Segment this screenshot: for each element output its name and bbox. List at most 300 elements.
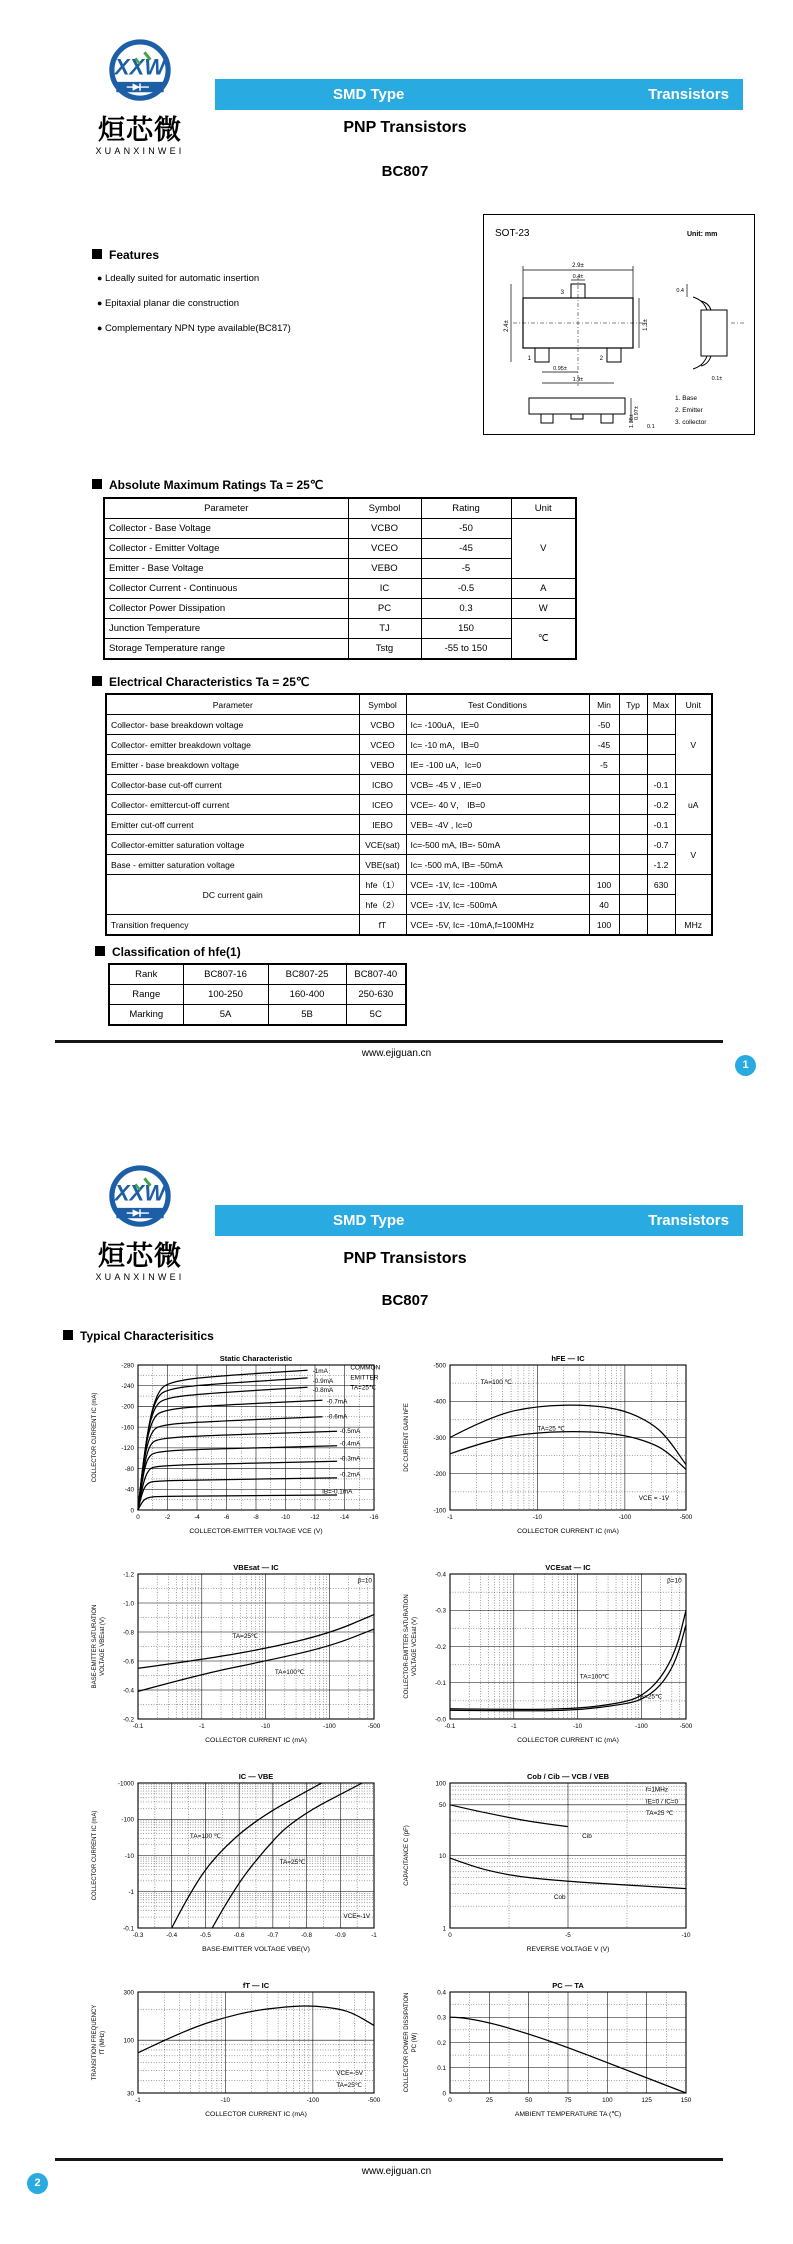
x-tick-label: -0.1 — [444, 1723, 456, 1730]
table-row — [104, 579, 576, 599]
y-tick-label: -0.8 — [123, 1629, 134, 1637]
chart-annotation: β=10 — [667, 1577, 682, 1585]
doc-subtitle: PNP Transistors — [343, 1250, 467, 1267]
table-row — [104, 539, 576, 559]
svg-text:2.4±: 2.4± — [504, 320, 510, 332]
table-row — [106, 795, 712, 815]
section-square-icon — [92, 249, 102, 259]
x-tick-label: -0.3 — [132, 1932, 144, 1939]
datasheet-page-2 — [0, 1122, 793, 2244]
table-cell: BC807-16 — [183, 964, 268, 985]
chart-annotation: TA=100 ℃ — [480, 1378, 512, 1386]
table-cell: Ic= -100uA，IE=0 — [406, 715, 589, 735]
chart-canvas — [88, 1352, 390, 1548]
svg-text:0.1: 0.1 — [647, 424, 655, 430]
features-list — [97, 266, 291, 341]
chart-canvas — [88, 1770, 390, 1966]
y-axis-label: DC CURRENT GAIN hFE — [404, 1403, 410, 1472]
package-drawing — [483, 214, 755, 440]
chart-hfe-ic — [400, 1352, 702, 1548]
y-axis-label: COLLECTOR POWER DISSIPATION — [404, 1992, 410, 2093]
table-cell: IC — [348, 579, 421, 599]
x-axis-label: COLLECTOR CURRENT IC (mA) — [517, 1737, 619, 1744]
chart-title: Cob / Cib — VCB / VEB — [526, 1772, 610, 1781]
y-tick-label: 0.4 — [437, 1989, 446, 1997]
table-cell: VBE(sat) — [359, 855, 406, 875]
table-cell: Range — [109, 985, 183, 1005]
x-tick-label: -10 — [681, 1932, 691, 1939]
table-cell: 5A — [183, 1005, 268, 1026]
chart-annotation: VCE=-5V — [336, 2069, 364, 2077]
header-banner — [215, 1205, 743, 1236]
table-cell — [619, 735, 647, 755]
series-label: TA=100℃ — [274, 1669, 305, 1677]
sot23-outline-icon — [483, 214, 755, 435]
svg-text:2: 2 — [599, 356, 603, 362]
table-header-row — [104, 498, 576, 519]
column-header: Unit — [511, 498, 576, 519]
elec-char-table — [105, 693, 713, 936]
table-cell: hfe（1） — [359, 875, 406, 895]
x-axis-label: AMBIENT TEMPERATURE TA (℃) — [514, 2111, 622, 2118]
svg-text:0.1±: 0.1± — [711, 376, 723, 382]
svg-text:SOT-23: SOT-23 — [495, 228, 530, 239]
x-tick-label: 25 — [485, 2097, 493, 2104]
table-cell — [619, 835, 647, 855]
x-tick-label: -0.4 — [166, 1932, 178, 1939]
table-cell: Collector - Base Voltage — [104, 519, 348, 539]
table-cell: -45 — [421, 539, 511, 559]
table-row — [106, 835, 712, 855]
abs-max-title: Absolute Maximum Ratings Ta = 25℃ — [92, 478, 323, 492]
svg-text:0.4: 0.4 — [676, 288, 684, 294]
series-label: -0.3mA — [339, 1455, 361, 1463]
y-tick-label: 100 — [435, 1780, 446, 1788]
x-tick-label: 0 — [448, 1932, 452, 1939]
table-cell: VEB= -4V , Ic=0 — [406, 815, 589, 835]
table-cell: Junction Temperature — [104, 619, 348, 639]
table-cell: A — [511, 579, 576, 599]
table-cell — [619, 775, 647, 795]
series-label: Cib — [582, 1833, 592, 1841]
y-tick-label: -160 — [121, 1424, 134, 1432]
table-header-row — [106, 694, 712, 715]
series-label: TA=100 ℃ — [189, 1833, 221, 1841]
x-tick-label: -100 — [323, 1723, 336, 1730]
footer-url: www.ejiguan.cn — [361, 2166, 432, 2177]
x-tick-label: -0.1 — [132, 1723, 144, 1730]
table-row — [106, 775, 712, 795]
x-tick-label: -12 — [310, 1514, 320, 1521]
y-axis-label: COLLECTOR-EMITTER SATURATION — [404, 1594, 410, 1699]
series-label: -0.8mA — [312, 1386, 334, 1394]
chart-annotation: EMITTER — [350, 1374, 379, 1382]
y-tick-label: -40 — [124, 1486, 134, 1494]
x-tick-label: -5 — [565, 1932, 571, 1939]
x-tick-label: 150 — [680, 2097, 692, 2104]
y-tick-label: 300 — [123, 1989, 134, 1997]
table-cell: 630 — [647, 875, 675, 895]
table-cell — [589, 815, 619, 835]
table-cell — [589, 795, 619, 815]
y-tick-label: -0.1 — [123, 1925, 134, 1933]
table-cell: Storage Temperature range — [104, 639, 348, 660]
chart-annotation: TA=25℃ — [336, 2081, 362, 2089]
y-axis-label: VOLTAGE VBEsat (V) — [100, 1617, 106, 1676]
x-tick-label: -100 — [635, 1723, 648, 1730]
x-axis-label: REVERSE VOLTAGE V (V) — [526, 1946, 610, 1953]
table-cell — [619, 815, 647, 835]
y-axis-label: COLLECTOR CURRENT IC (mA) — [92, 1810, 98, 1901]
table-cell: -5 — [589, 755, 619, 775]
table-row — [109, 985, 406, 1005]
table-cell: 160-400 — [268, 985, 346, 1005]
chart-canvas — [88, 1561, 390, 1757]
x-tick-label: -0.9 — [334, 1932, 346, 1939]
series-curve — [138, 1431, 337, 1510]
feature-item: ● Ldeally suited for automatic insertion — [97, 266, 291, 291]
footer-url: www.ejiguan.cn — [361, 1048, 432, 1059]
svg-text:1.38±: 1.38± — [629, 414, 635, 428]
table-cell: -0.1 — [647, 775, 675, 795]
y-axis-label: PC (W) — [412, 2032, 418, 2053]
table-cell: Collector- base breakdown voltage — [106, 715, 359, 735]
x-axis-label: COLLECTOR-EMITTER VOLTAGE VCE (V) — [189, 1528, 323, 1535]
chart-ic-vbe — [88, 1770, 390, 1966]
y-tick-label: 0.1 — [437, 2065, 446, 2073]
x-tick-label: 0 — [448, 2097, 452, 2104]
chart-static — [88, 1352, 390, 1548]
column-header: Symbol — [359, 694, 406, 715]
column-header: Test Conditions — [406, 694, 589, 715]
logo-mark-icon — [103, 36, 177, 110]
x-tick-label: -6 — [223, 1514, 230, 1521]
x-tick-label: -100 — [306, 2097, 320, 2104]
table-cell: Collector-emitter saturation voltage — [106, 835, 359, 855]
y-tick-label: -0.6 — [123, 1658, 134, 1666]
series-label: IB=-0.1mA — [322, 1488, 353, 1496]
x-tick-label: 100 — [602, 2097, 613, 2104]
y-axis-label: COLLECTOR CURRENT IC (mA) — [92, 1392, 98, 1483]
table-cell: BC807-40 — [346, 964, 406, 985]
table-cell — [619, 855, 647, 875]
table-row — [109, 964, 406, 985]
section-square-icon — [63, 1330, 73, 1340]
table-cell: -45 — [589, 735, 619, 755]
y-tick-label: -0.4 — [435, 1571, 446, 1579]
table-cell — [619, 915, 647, 936]
table-row — [106, 875, 712, 895]
series-curve — [138, 1495, 337, 1510]
table-cell: VCB= -45 V , IE=0 — [406, 775, 589, 795]
typical-characteristics-title: Typical Characterisitics — [63, 1329, 214, 1343]
chart-pc-ta — [400, 1979, 702, 2131]
part-number: BC807 — [381, 1292, 429, 1309]
table-cell — [619, 895, 647, 915]
x-tick-label: -1 — [198, 1723, 205, 1730]
plot-frame — [138, 1992, 374, 2093]
page-number-badge: 2 — [27, 2173, 48, 2194]
table-cell: 250-630 — [346, 985, 406, 1005]
y-tick-label: -300 — [433, 1434, 446, 1442]
table-cell: Collector Power Dissipation — [104, 599, 348, 619]
logo-mark-icon — [103, 1162, 177, 1236]
feature-item: ● Complementary NPN type available(BC817) — [97, 316, 291, 341]
table-cell: uA — [675, 775, 712, 835]
table-cell: Base - emitter saturation voltage — [106, 855, 359, 875]
table-cell: Collector Current - Continuous — [104, 579, 348, 599]
series-curve — [450, 1805, 568, 1827]
series-label: TA=100℃ — [579, 1673, 610, 1681]
x-tick-label: -1 — [510, 1723, 517, 1730]
y-tick-label: -0.3 — [435, 1607, 446, 1615]
footer-rule — [55, 2158, 723, 2161]
y-tick-label: -240 — [121, 1383, 134, 1391]
y-tick-label: 50 — [438, 1802, 446, 1810]
y-tick-label: 1 — [442, 1925, 446, 1933]
brand-name-cn: 烜芯微 — [98, 1241, 182, 1271]
chart-canvas — [400, 1979, 702, 2131]
series-label: Cob — [553, 1894, 566, 1901]
chart-canvas — [400, 1352, 702, 1548]
svg-text:1.9±: 1.9± — [572, 377, 584, 383]
x-tick-label: -500 — [679, 1514, 693, 1521]
table-cell: DC current gain — [106, 875, 359, 915]
table-cell — [647, 715, 675, 735]
y-tick-label: -280 — [121, 1362, 134, 1370]
series-curve — [138, 2006, 374, 2053]
table-row — [106, 735, 712, 755]
x-tick-label: 50 — [525, 2097, 533, 2104]
series-label: -1mA — [312, 1367, 328, 1375]
table-cell — [589, 835, 619, 855]
y-tick-label: -200 — [433, 1471, 446, 1479]
x-tick-label: -10 — [573, 1723, 583, 1730]
chart-ft-ic — [88, 1979, 390, 2131]
table-cell: ICBO — [359, 775, 406, 795]
table-cell: IE= -100 uA，Ic=0 — [406, 755, 589, 775]
y-tick-label: -1.2 — [123, 1571, 134, 1579]
chart-title: hFE — IC — [551, 1354, 585, 1363]
y-tick-label: -1.0 — [123, 1600, 134, 1608]
y-tick-label: 0.3 — [437, 2014, 446, 2022]
banner-left-label: SMD Type — [333, 86, 405, 103]
chart-annotation: TA=25 ℃ — [537, 1425, 565, 1433]
y-tick-label: -400 — [433, 1398, 446, 1406]
classification-title: Classification of hfe(1) — [95, 945, 241, 959]
series-label: -0.7mA — [326, 1398, 348, 1406]
series-label: -0.6mA — [326, 1413, 348, 1421]
banner-right-label: Transistors — [648, 1212, 729, 1229]
chart-annotation: TA=25 ℃ — [645, 1809, 674, 1817]
page-number-badge: 1 — [735, 1055, 756, 1076]
series-label: -0.9mA — [312, 1378, 334, 1386]
chart-title: PC — TA — [552, 1981, 584, 1990]
y-tick-label: -100 — [121, 1816, 134, 1824]
table-row — [106, 915, 712, 936]
table-cell: VEBO — [348, 559, 421, 579]
y-tick-label: 0 — [130, 1507, 134, 1515]
x-tick-label: -4 — [194, 1514, 200, 1521]
company-logo — [70, 36, 210, 156]
series-label: TA=25℃ — [279, 1859, 306, 1867]
brand-name-en: XUANXINWEI — [95, 146, 185, 156]
table-cell: V — [675, 715, 712, 775]
table-row — [104, 639, 576, 660]
table-cell: Transition frequency — [106, 915, 359, 936]
classification-table — [108, 963, 407, 1026]
table-cell — [619, 715, 647, 735]
table-cell: 100 — [589, 875, 619, 895]
column-header: Rating — [421, 498, 511, 519]
table-cell — [589, 775, 619, 795]
y-tick-label: -120 — [121, 1445, 134, 1453]
series-label: -0.4mA — [339, 1440, 361, 1448]
chart-title: Static Characteristic — [219, 1354, 293, 1363]
column-header: Max — [647, 694, 675, 715]
y-tick-label: -100 — [433, 1507, 446, 1515]
pin-legend-base: 1. Base — [675, 395, 698, 402]
pin-legend-collector: 3. collector — [675, 419, 707, 426]
table-cell — [589, 855, 619, 875]
table-cell: VCE= -1V, Ic= -100mA — [406, 875, 589, 895]
x-tick-label: -10 — [220, 2097, 230, 2104]
table-cell: PC — [348, 599, 421, 619]
chart-annotation: VCE = -1V — [638, 1494, 670, 1502]
table-cell: VCBO — [359, 715, 406, 735]
svg-text:Unit: mm: Unit: mm — [687, 231, 718, 238]
column-header: Symbol — [348, 498, 421, 519]
y-axis-label: BASE-EMITTER SATURATION — [92, 1604, 98, 1689]
chart-annotation: TA=25℃ — [350, 1384, 377, 1392]
x-tick-label: 0 — [136, 1514, 140, 1521]
column-header: Unit — [675, 694, 712, 715]
table-cell: 100 — [589, 915, 619, 936]
table-cell: fT — [359, 915, 406, 936]
chart-annotation: f=1MHz — [645, 1786, 669, 1794]
column-header: Min — [589, 694, 619, 715]
x-tick-label: -1 — [447, 1514, 453, 1521]
table-cell: -0.2 — [647, 795, 675, 815]
table-cell: -0.1 — [647, 815, 675, 835]
table-cell: Ic= -500 mA, IB= -50mA — [406, 855, 589, 875]
svg-text:XXW: XXW — [114, 1180, 166, 1206]
table-cell: VCE= -1V, Ic= -500mA — [406, 895, 589, 915]
chart-annotation: VCE=-1V — [343, 1912, 371, 1920]
table-cell: -1.2 — [647, 855, 675, 875]
table-cell: Collector- emitter breakdown voltage — [106, 735, 359, 755]
table-cell: Marking — [109, 1005, 183, 1026]
table-row — [106, 715, 712, 735]
table-cell: Emitter - Base Voltage — [104, 559, 348, 579]
y-tick-label: -500 — [433, 1362, 446, 1370]
table-cell — [647, 735, 675, 755]
y-tick-label: 10 — [438, 1852, 446, 1860]
chart-canvas — [400, 1770, 702, 1966]
svg-text:0.4±: 0.4± — [572, 274, 584, 280]
table-cell: VCEO — [359, 735, 406, 755]
table-cell: MHz — [675, 915, 712, 936]
x-tick-label: -0.8 — [301, 1932, 313, 1939]
x-tick-label: -14 — [339, 1514, 350, 1521]
table-cell — [675, 875, 712, 915]
svg-text:1: 1 — [527, 356, 531, 362]
chart-annotation: β=10 — [357, 1577, 373, 1585]
series-label: -0.5mA — [339, 1428, 361, 1436]
series-label: TA=25℃ — [636, 1693, 663, 1701]
x-tick-label: -500 — [367, 1723, 381, 1730]
table-row — [106, 755, 712, 775]
x-tick-label: -8 — [253, 1514, 259, 1521]
table-cell: -0.5 — [421, 579, 511, 599]
y-tick-label: -0.1 — [435, 1680, 446, 1688]
column-header: Parameter — [106, 694, 359, 715]
y-tick-label: -0.4 — [123, 1687, 134, 1695]
y-axis-label: CAPACITANCE C (pF) — [404, 1825, 410, 1886]
table-cell: VCE= -5V, Ic= -10mA,f=100MHz — [406, 915, 589, 936]
y-tick-label: -1000 — [117, 1780, 134, 1788]
table-cell: V — [511, 519, 576, 579]
table-row — [109, 1005, 406, 1026]
x-axis-label: COLLECTOR CURRENT IC (mA) — [205, 2111, 307, 2118]
table-cell: 150 — [421, 619, 511, 639]
table-cell: TJ — [348, 619, 421, 639]
table-cell: 5B — [268, 1005, 346, 1026]
features-title: Features — [92, 248, 159, 262]
table-cell — [619, 795, 647, 815]
table-cell: Tstg — [348, 639, 421, 660]
banner-left-label: SMD Type — [333, 1212, 405, 1229]
column-header: Parameter — [104, 498, 348, 519]
doc-subtitle: PNP Transistors — [343, 119, 467, 136]
x-tick-label: -16 — [369, 1514, 379, 1521]
x-axis-label: BASE-EMITTER VOLTAGE VBE(V) — [202, 1946, 310, 1953]
table-cell: Emitter cut-off current — [106, 815, 359, 835]
brand-name-cn: 烜芯微 — [98, 115, 182, 145]
table-cell: -50 — [589, 715, 619, 735]
svg-text:2.9±: 2.9± — [572, 263, 584, 269]
table-cell: W — [511, 599, 576, 619]
svg-text:3: 3 — [560, 290, 564, 296]
series-curve — [138, 1615, 374, 1669]
part-number: BC807 — [381, 163, 429, 180]
x-tick-label: -10 — [532, 1514, 542, 1521]
table-cell: IEBO — [359, 815, 406, 835]
x-tick-label: -500 — [679, 1723, 693, 1730]
brand-name-en: XUANXINWEI — [95, 1272, 185, 1282]
section-square-icon — [95, 946, 105, 956]
chart-annotation: IE=0 / IC=0 — [645, 1798, 679, 1806]
y-axis-label: TRANSITION FREQUENCY — [92, 2004, 98, 2081]
table-cell: 5C — [346, 1005, 406, 1026]
y-tick-label: 30 — [126, 2090, 134, 2098]
table-cell — [647, 915, 675, 936]
y-tick-label: -10 — [124, 1852, 134, 1860]
y-tick-label: 100 — [123, 2037, 134, 2045]
table-row — [104, 519, 576, 539]
table-cell: 40 — [589, 895, 619, 915]
x-tick-label: -0.5 — [199, 1932, 211, 1939]
series-label: -0.2mA — [339, 1471, 361, 1479]
y-tick-label: -200 — [121, 1403, 134, 1411]
table-row — [104, 619, 576, 639]
x-tick-label: -100 — [618, 1514, 632, 1521]
svg-text:0.97±: 0.97± — [634, 406, 640, 420]
svg-text:1.3±: 1.3± — [643, 319, 649, 331]
chart-title: VBEsat — IC — [233, 1563, 279, 1572]
table-cell: VCEO — [348, 539, 421, 559]
chart-cap-v — [400, 1770, 702, 1966]
